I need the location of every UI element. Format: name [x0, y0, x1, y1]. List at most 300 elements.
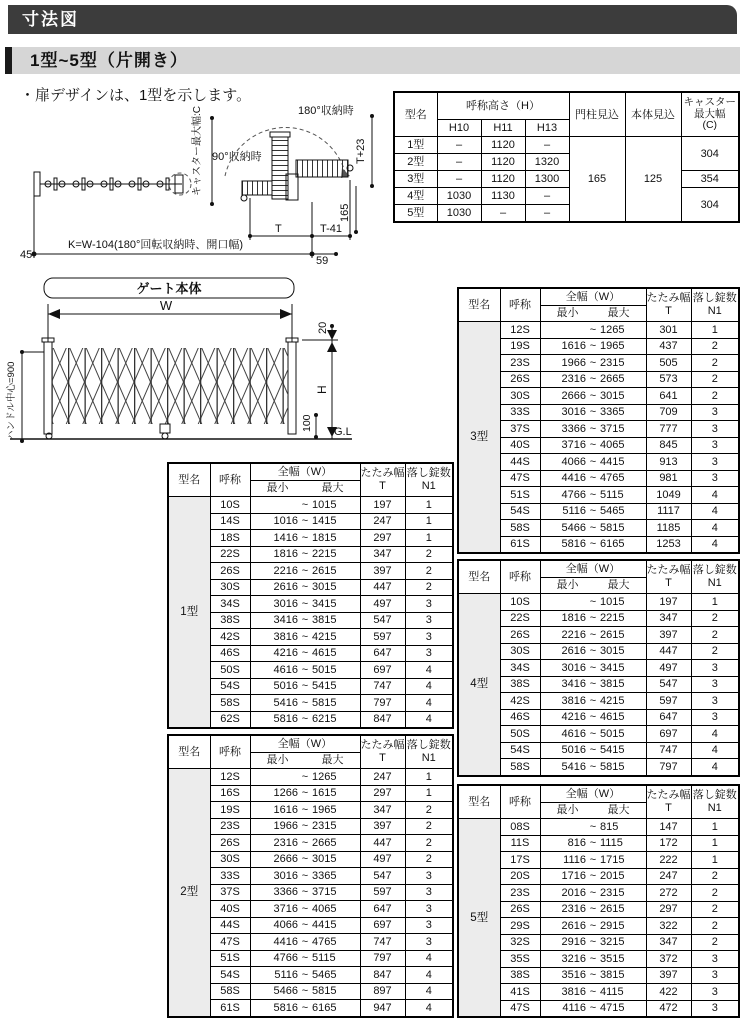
model-cell: 2型 [394, 154, 437, 171]
fold-cell: 497 [646, 660, 691, 677]
max-value: 2615 [600, 903, 625, 916]
fold-cell: 197 [646, 594, 691, 611]
range-cell [540, 835, 646, 852]
lock-label: 落し錠数 [406, 467, 451, 479]
table-row [168, 530, 453, 547]
fold-cell: 172 [646, 835, 691, 852]
lock-cell: 4 [691, 520, 739, 537]
range-separator: ~ [589, 936, 597, 949]
col-drop-locks [405, 463, 453, 497]
fold-cell: 247 [646, 868, 691, 885]
lock-sub-label: N1 [707, 305, 722, 317]
range-separator: ~ [301, 919, 309, 932]
range-cell [540, 885, 646, 902]
name-cell: 35S [500, 951, 540, 968]
range-cell [250, 497, 360, 514]
col-name: 呼称 [500, 560, 540, 594]
col-h10: H10 [437, 120, 481, 137]
width-group-label: 全幅（W） [541, 786, 646, 803]
max-value: 5815 [600, 521, 625, 534]
max-value: 4415 [312, 919, 337, 932]
lock-sub-label: N1 [707, 577, 722, 589]
table-row [394, 171, 739, 188]
range-separator: ~ [589, 455, 597, 468]
max-value: 4215 [312, 630, 337, 643]
max-value: 5015 [600, 727, 625, 740]
range-cell [540, 726, 646, 743]
lock-cell: 2 [405, 546, 453, 563]
table-row [168, 695, 453, 712]
gate-front-diagram [2, 268, 360, 464]
lock-cell: 4 [405, 1000, 453, 1017]
table-row [458, 759, 739, 776]
fold-cell: 437 [646, 338, 691, 355]
min-value: 5116 [274, 968, 298, 981]
max-label: 最大 [321, 754, 344, 766]
table-row [168, 901, 453, 918]
stored-90-label: 90°収納時 [212, 151, 262, 163]
range-cell [540, 470, 646, 487]
plan-view-diagram [20, 98, 390, 266]
range-separator: ~ [589, 422, 597, 435]
name-cell: 37S [500, 421, 540, 438]
range-separator: ~ [301, 581, 309, 594]
lock-cell: 3 [405, 901, 453, 918]
min-value: 3716 [561, 439, 586, 452]
range-separator: ~ [589, 711, 597, 724]
fold-cell: 641 [646, 388, 691, 405]
lock-cell: 4 [405, 950, 453, 967]
model-cell: 5型 [394, 205, 437, 223]
table-row [458, 437, 739, 454]
col-h11: H11 [481, 120, 525, 137]
lock-cell: 3 [405, 629, 453, 646]
h11-cell: 1120 [481, 154, 525, 171]
range-separator: ~ [589, 678, 597, 691]
lock-cell: 3 [691, 470, 739, 487]
max-label: 最大 [607, 579, 630, 591]
caster-width-dimension [190, 106, 214, 206]
table-row [458, 355, 739, 372]
caster-label-1: キャスター [683, 96, 736, 109]
table-row [168, 851, 453, 868]
min-value: 1116 [563, 853, 586, 866]
range-separator: ~ [589, 727, 597, 740]
min-value: 4616 [561, 727, 586, 740]
fold-cell: 747 [360, 934, 405, 951]
range-cell [540, 967, 646, 984]
fold-cell: 372 [646, 951, 691, 968]
name-cell: 30S [210, 851, 250, 868]
table-row [168, 678, 453, 695]
name-cell: 62S [210, 711, 250, 728]
name-cell: 22S [210, 546, 250, 563]
table-row [458, 819, 739, 836]
name-cell: 42S [500, 693, 540, 710]
lock-sub-label: N1 [707, 802, 722, 814]
name-cell: 38S [500, 967, 540, 984]
range-separator: ~ [301, 820, 309, 833]
range-cell [540, 503, 646, 520]
max-value: 2665 [312, 836, 337, 849]
fold-label: たたみ幅 [646, 292, 691, 304]
table-row [458, 643, 739, 660]
range-separator: ~ [589, 661, 597, 674]
min-value: 4416 [273, 935, 298, 948]
range-separator: ~ [589, 870, 597, 883]
min-value: 2616 [561, 919, 586, 932]
range-cell [540, 709, 646, 726]
table-row [458, 371, 739, 388]
max-value: 1265 [600, 323, 625, 336]
model-cell: 1型 [394, 137, 437, 154]
col-model: 型名 [168, 735, 210, 769]
k-dimension [20, 196, 338, 266]
caster-width-label: キャスター最大幅:C [192, 106, 203, 196]
range-separator: ~ [589, 694, 597, 707]
min-value: 1966 [561, 356, 586, 369]
range-separator: ~ [589, 645, 597, 658]
range-separator: ~ [589, 903, 597, 916]
max-value: 3815 [312, 614, 337, 627]
fold-cell: 247 [360, 769, 405, 786]
range-cell [540, 984, 646, 1001]
min-value: 1616 [561, 340, 586, 353]
lock-cell: 2 [691, 388, 739, 405]
lock-cell: 2 [691, 610, 739, 627]
min-value: 1016 [273, 515, 298, 528]
table-row [458, 520, 739, 537]
name-cell: 22S [500, 610, 540, 627]
min-value: 4766 [273, 952, 298, 965]
col-fold-width [360, 463, 405, 497]
h11-cell: – [481, 205, 525, 223]
lock-cell: 3 [691, 421, 739, 438]
name-cell: 10S [500, 594, 540, 611]
range-cell [540, 520, 646, 537]
col-model: 型名 [458, 288, 500, 322]
min-value: 4116 [562, 1002, 586, 1015]
name-cell: 29S [500, 918, 540, 935]
range-separator: ~ [589, 1002, 597, 1015]
dim-t41-label: T-41 [320, 223, 343, 235]
col-h13: H13 [525, 120, 569, 137]
name-cell: 12S [500, 322, 540, 339]
spec-table [393, 91, 740, 223]
fold-cell: 1185 [646, 520, 691, 537]
lock-cell: 2 [691, 901, 739, 918]
name-cell: 33S [500, 404, 540, 421]
max-value: 1615 [312, 787, 337, 800]
lock-cell: 4 [405, 983, 453, 1000]
fold-cell: 897 [360, 983, 405, 1000]
fold-cell: 697 [360, 662, 405, 679]
name-cell: 19S [500, 338, 540, 355]
min-value: 816 [567, 837, 586, 850]
table-row [394, 188, 739, 205]
fold-cell: 797 [360, 695, 405, 712]
name-cell: 26S [210, 563, 250, 580]
dim-165-label: 165 [339, 203, 351, 222]
max-value: 4115 [600, 985, 624, 998]
table-row [168, 629, 453, 646]
range-cell [250, 769, 360, 786]
name-cell: 34S [500, 660, 540, 677]
max-value: 1815 [312, 531, 337, 544]
range-separator: ~ [301, 869, 309, 882]
folded-gate-plan [34, 172, 191, 196]
table-row [168, 1000, 453, 1017]
lock-cell: 4 [405, 662, 453, 679]
min-value: 2666 [273, 853, 298, 866]
name-cell: 26S [500, 371, 540, 388]
range-separator: ~ [301, 770, 309, 783]
max-value: 6215 [312, 713, 337, 726]
fold-label: たたみ幅 [360, 467, 405, 479]
min-value: 2616 [561, 645, 586, 658]
fold-cell: 1117 [646, 503, 691, 520]
lock-cell: 2 [405, 818, 453, 835]
lock-cell: 2 [691, 934, 739, 951]
max-value: 2215 [600, 612, 625, 625]
range-separator: ~ [589, 538, 597, 551]
range-cell [250, 662, 360, 679]
col-name: 呼称 [500, 288, 540, 322]
range-cell [250, 917, 360, 934]
min-value: 5416 [561, 760, 586, 773]
range-cell [540, 594, 646, 611]
table-row [458, 709, 739, 726]
lock-label: 落し錠数 [692, 564, 737, 576]
max-label: 最大 [607, 804, 630, 816]
lock-cell: 3 [691, 967, 739, 984]
max-value: 2615 [600, 628, 625, 641]
min-value: 2916 [561, 936, 586, 949]
min-value: 1966 [273, 820, 298, 833]
lock-cell: 2 [405, 563, 453, 580]
min-value: 2316 [561, 903, 586, 916]
range-cell [540, 355, 646, 372]
range-separator: ~ [589, 521, 597, 534]
lock-cell: 2 [405, 851, 453, 868]
col-model: 型名 [394, 92, 437, 137]
name-cell: 23S [210, 818, 250, 835]
lock-cell: 1 [405, 530, 453, 547]
range-cell [540, 610, 646, 627]
name-cell: 54S [500, 742, 540, 759]
table-row [458, 901, 739, 918]
name-cell: 26S [500, 901, 540, 918]
min-value: 3816 [561, 694, 586, 707]
max-value: 2915 [600, 919, 625, 932]
range-separator: ~ [301, 531, 309, 544]
size-table-type1 [167, 462, 454, 729]
dim-100-label: 100 [301, 414, 313, 432]
min-value: 4216 [561, 711, 586, 724]
fold-cell: 847 [360, 967, 405, 984]
min-value: 4766 [561, 488, 586, 501]
range-cell [540, 852, 646, 869]
fold-cell: 197 [360, 497, 405, 514]
model-name-cell: 4型 [458, 594, 500, 776]
fold-cell: 297 [646, 901, 691, 918]
table-row [458, 1000, 739, 1017]
lock-cell: 2 [691, 627, 739, 644]
fold-cell: 547 [360, 612, 405, 629]
range-cell [540, 643, 646, 660]
max-value: 1115 [600, 837, 623, 850]
min-value: 4066 [273, 919, 298, 932]
range-cell [540, 388, 646, 405]
range-separator: ~ [301, 803, 309, 816]
range-cell [540, 487, 646, 504]
min-value: 3016 [273, 869, 298, 882]
fold-cell: 947 [360, 1000, 405, 1017]
range-separator: ~ [301, 952, 309, 965]
handle-label: ハンドル中心=900 [6, 361, 17, 440]
range-separator: ~ [589, 744, 597, 757]
table-row [458, 742, 739, 759]
name-cell: 18S [210, 530, 250, 547]
table-row [168, 662, 453, 679]
fold-cell: 505 [646, 355, 691, 372]
fold-cell: 397 [646, 967, 691, 984]
table-row [168, 802, 453, 819]
name-cell: 23S [500, 355, 540, 372]
lock-label: 落し錠数 [692, 292, 737, 304]
col-fold-width [646, 785, 691, 819]
range-separator: ~ [589, 340, 597, 353]
range-separator: ~ [589, 760, 597, 773]
range-cell [540, 338, 646, 355]
table-row [458, 338, 739, 355]
lock-cell: 2 [691, 643, 739, 660]
fold-cell: 347 [646, 934, 691, 951]
fold-cell: 797 [646, 759, 691, 776]
min-label: 最小 [266, 754, 289, 766]
table-row [458, 404, 739, 421]
range-separator: ~ [589, 919, 597, 932]
col-caster [681, 92, 739, 137]
max-value: 5415 [600, 744, 625, 757]
min-value: 1416 [273, 531, 298, 544]
max-value: 1015 [600, 595, 625, 608]
fold-cell: 272 [646, 885, 691, 902]
lock-cell: 4 [405, 678, 453, 695]
fold-cell: 347 [646, 610, 691, 627]
max-value: 4415 [600, 455, 625, 468]
col-model: 型名 [168, 463, 210, 497]
min-value: 5816 [273, 1001, 298, 1014]
fold-cell: 647 [360, 901, 405, 918]
max-value: 5015 [312, 663, 337, 676]
table-row [458, 627, 739, 644]
h13-cell: – [525, 205, 569, 223]
fold-cell: 777 [646, 421, 691, 438]
min-label: 最小 [266, 482, 289, 494]
name-cell: 54S [500, 503, 540, 520]
body-depth-cell: 125 [625, 137, 681, 223]
lock-sub-label: N1 [421, 752, 436, 764]
name-cell: 30S [500, 388, 540, 405]
max-value: 2315 [312, 820, 337, 833]
max-value: 815 [600, 820, 619, 833]
min-value: 1816 [561, 612, 586, 625]
width-group-label: 全幅（W） [541, 561, 646, 578]
h13-cell: 1320 [525, 154, 569, 171]
min-label: 最小 [556, 307, 579, 319]
range-separator: ~ [301, 548, 309, 561]
fold-cell: 597 [360, 629, 405, 646]
max-value: 4065 [600, 439, 625, 452]
table-row [458, 726, 739, 743]
fold-cell: 497 [360, 596, 405, 613]
col-drop-locks [691, 560, 739, 594]
range-separator: ~ [589, 595, 597, 608]
name-cell: 47S [500, 470, 540, 487]
table-row [458, 934, 739, 951]
max-value: 3515 [600, 952, 625, 965]
fold-cell: 397 [360, 818, 405, 835]
table-row [458, 322, 739, 339]
table-row [458, 594, 739, 611]
min-value: 4616 [273, 663, 298, 676]
lock-cell: 3 [691, 437, 739, 454]
name-cell: 14S [210, 513, 250, 530]
range-separator: ~ [301, 1001, 309, 1014]
range-cell [250, 901, 360, 918]
lock-label: 落し錠数 [406, 739, 451, 751]
dim-59-label: 59 [316, 255, 329, 266]
col-drop-locks [405, 735, 453, 769]
range-separator: ~ [589, 472, 597, 485]
lock-cell: 3 [691, 1000, 739, 1017]
table-row [458, 835, 739, 852]
range-separator: ~ [589, 628, 597, 641]
gate-right-dimensions [301, 322, 338, 439]
range-cell [250, 563, 360, 580]
range-cell [250, 868, 360, 885]
lock-cell: 1 [691, 322, 739, 339]
table-row [168, 563, 453, 580]
min-value: 2216 [561, 628, 586, 641]
col-gate-post: 門柱見込 [569, 92, 625, 137]
fold-cell: 547 [360, 868, 405, 885]
table-row [458, 951, 739, 968]
name-cell: 26S [210, 835, 250, 852]
range-separator: ~ [589, 406, 597, 419]
table-row [168, 835, 453, 852]
min-value: 3016 [561, 406, 586, 419]
max-value: 2015 [600, 870, 625, 883]
col-width-group [540, 288, 646, 322]
lock-cell: 2 [691, 371, 739, 388]
col-fold-width [646, 560, 691, 594]
range-cell [250, 546, 360, 563]
range-separator: ~ [301, 597, 309, 610]
section-title: 1型~5型（片開き） [5, 47, 740, 74]
min-value: 2316 [273, 836, 298, 849]
handle-dimension [5, 350, 44, 443]
max-value: 1015 [312, 498, 337, 511]
max-value: 3365 [600, 406, 625, 419]
h11-cell: 1120 [481, 137, 525, 154]
min-value: 3816 [273, 630, 298, 643]
lock-cell: 2 [691, 885, 739, 902]
name-cell: 30S [210, 579, 250, 596]
range-cell [250, 983, 360, 1000]
h10-cell: – [437, 154, 481, 171]
